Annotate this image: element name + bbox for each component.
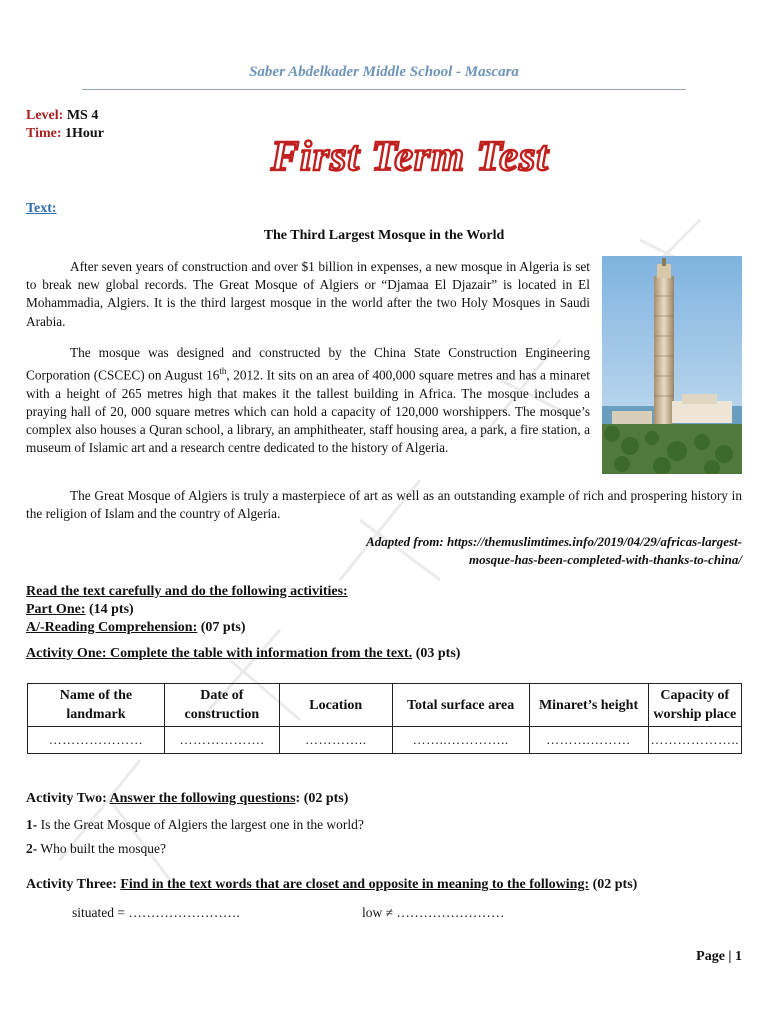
paragraph-2	[26, 344, 590, 458]
superscript: th	[219, 366, 227, 377]
activity-three-prefix: Activity Three:	[26, 877, 121, 892]
level-value: MS 4	[66, 108, 99, 123]
activity-two-heading	[26, 791, 348, 807]
section-a-points: (07 pts)	[197, 620, 246, 635]
header-location: Location	[279, 684, 392, 727]
source-line-1: Adapted from: https://themuslimtimes.info/2019/04/29/africas-largest-	[366, 534, 742, 549]
activity-two-points: : (02 pts)	[295, 791, 349, 806]
level-line	[26, 108, 98, 124]
time-key: Time:	[26, 126, 62, 141]
paragraph-2-text-a: The mosque was designed and constructed by the China State Construction Engineering Corporation (CSCEC) on August 16	[26, 345, 590, 383]
source-citation	[22, 533, 742, 569]
activity-three-points: (02 pts)	[589, 877, 638, 892]
header-date: Date of construction	[164, 684, 279, 727]
test-title	[195, 126, 625, 184]
source-line-2: mosque-has-been-completed-with-thanks-to-china/	[469, 552, 742, 567]
mosque-image	[602, 256, 742, 474]
blank-cell[interactable]: ………………..	[648, 727, 742, 754]
paragraph-3-text: The Great Mosque of Algiers is truly a masterpiece of art as well as an outstanding example of rich and prospering history in the religion of Islam and the country of Algeria.	[26, 488, 742, 522]
table-header-row	[28, 684, 742, 727]
time-value: 1Hour	[65, 126, 104, 141]
level-key: Level:	[26, 108, 64, 123]
info-table	[27, 683, 742, 754]
article-title: The Third Largest Mosque in the World	[263, 228, 505, 243]
section-a-label: A/-Reading Comprehension:	[26, 620, 198, 635]
activity-two-title: Answer the following questions	[109, 791, 296, 806]
school-header: Saber Abdelkader Middle School - Mascara	[249, 64, 519, 80]
blank-cell[interactable]: …………..	[279, 727, 392, 754]
question-1	[26, 817, 364, 833]
table-row	[28, 727, 742, 754]
header-landmark: Name of the landmark	[28, 684, 165, 727]
synonym-item[interactable]: situated = …………………….	[72, 905, 240, 920]
question-1-text: Is the Great Mosque of Algiers the largest one in the world?	[37, 817, 364, 832]
activity-one-points: (03 pts)	[412, 646, 461, 661]
paragraph-2-text-b: , 2012. It sits on an area of 400,000 square metres and has a minaret with a height of 265 metres high that makes it the tallest building in Africa. The mosque includes a praying hall of 20, 000 square metres which can hold a capacity of 120,000 worshippers. The mosque’s complex also houses a Quran school, a library, an amphitheater, staff housing area, a park, a fire station, a museum of Islamic art and a research centre dedicated to the history of Algeria.	[26, 367, 590, 456]
activity-one-heading	[26, 646, 460, 662]
paragraph-1	[26, 258, 590, 331]
question-2-text: Who built the mosque?	[37, 841, 166, 856]
test-title-text: First Term Test	[271, 134, 549, 180]
section-a-heading	[26, 620, 246, 636]
header-surface: Total surface area	[392, 684, 529, 727]
blank-cell[interactable]: ……….………	[529, 727, 648, 754]
part-one-points: (14 pts)	[85, 602, 134, 617]
header-minaret: Minaret’s height	[529, 684, 648, 727]
paragraph-3	[26, 487, 742, 523]
text-label: Text:	[26, 201, 57, 216]
blank-cell[interactable]: ……………….	[164, 727, 279, 754]
time-line	[26, 126, 104, 142]
header-capacity: Capacity of worship place	[648, 684, 742, 727]
question-2-number: 2-	[26, 841, 38, 856]
question-2	[26, 841, 166, 857]
activity-three-heading	[26, 877, 637, 893]
blank-cell[interactable]: …………………	[28, 727, 165, 754]
question-1-number: 1-	[26, 817, 38, 832]
read-instruction: Read the text carefully and do the following activities:	[26, 584, 348, 599]
part-one-label: Part One:	[26, 602, 86, 617]
activity-two-prefix: Activity Two:	[26, 791, 110, 806]
header-divider	[82, 89, 686, 90]
blank-cell[interactable]: ……..…………..	[392, 727, 529, 754]
activity-three-title: Find in the text words that are closet and opposite in meaning to the following:	[120, 877, 590, 892]
part-one-heading	[26, 602, 134, 618]
antonym-item[interactable]: low ≠ ……………………	[362, 905, 505, 920]
paragraph-1-text: After seven years of construction and over $1 billion in expenses, a new mosque in Algeria is set to break new global records. The Great Mosque of Algiers or “Djamaa El Djazair” is located in El Mohammadia, Algiers. It is the third largest mosque in the world after the two Holy Mosques in Saudi Arabia.	[26, 259, 590, 329]
activity-one-title: Activity One: Complete the table with information from the text.	[26, 646, 413, 661]
page-number: Page | 1	[696, 949, 742, 964]
